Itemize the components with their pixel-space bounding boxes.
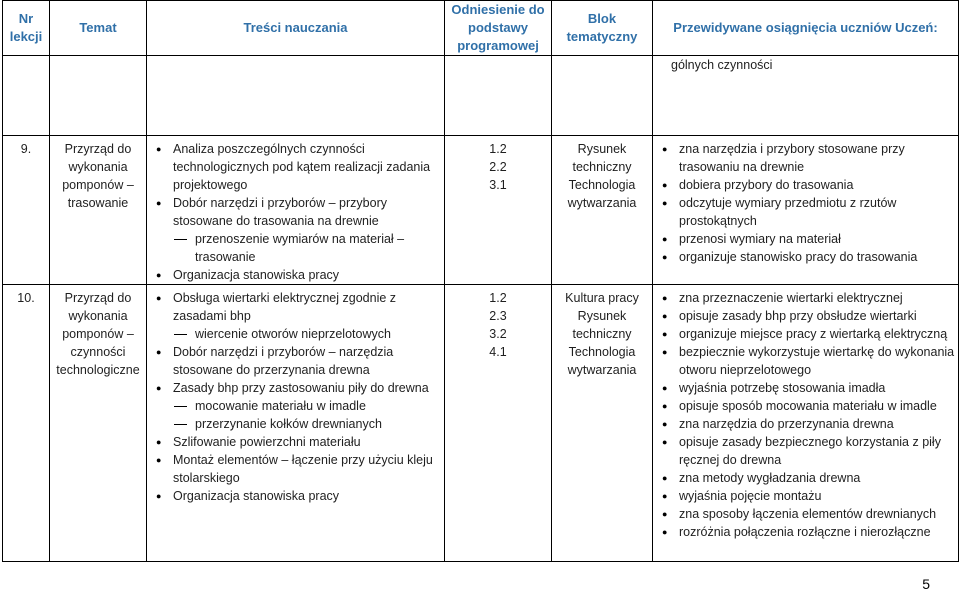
header-tresci: Treści nauczania (147, 1, 445, 56)
achievement-item: ● zna metody wygładzania drewna (653, 469, 958, 487)
blok-line: Technologia (568, 178, 636, 192)
row-tresci-list (147, 140, 444, 284)
achievement-item: ● rozróżnia połączenia rozłączne i nierozłączne (653, 523, 958, 541)
odniesienie-line: 1.2 (489, 291, 507, 305)
page-number: 5 (922, 576, 930, 592)
blok-line: wytwarzania (567, 363, 637, 377)
content-item: ● Organizacja stanowiska pracy (147, 266, 444, 284)
content-item: ● Analiza poszczególnych czynności technologicznych pod kątem realizacji zadania projektowego (147, 140, 444, 194)
achievement-item: ● odczytuje wymiary przedmiotu z rzutów prostokątnych (653, 194, 958, 230)
achievement-item: ● bezpiecznie wykorzystuje wiertarkę do wykonania otworu nieprzelotowego (653, 343, 958, 379)
blok-line: Technologia (568, 345, 636, 359)
content-item: ● Szlifowanie powierzchni materiału (147, 433, 444, 451)
blok-line: Rysunek (577, 309, 627, 323)
achievement-item: ● dobiera przybory do trasowania (653, 176, 958, 194)
header-row (3, 1, 959, 56)
sub-item: mocowanie materiału w imadle (147, 397, 444, 415)
row-odniesienie (445, 285, 552, 562)
blok-line: Rysunek (577, 142, 627, 156)
header-odniesienie: Odniesienie do podstawy programowej (445, 1, 552, 56)
sub-item: przerzynanie kołków drewnianych (147, 415, 444, 433)
content-item: ● Dobór narzędzi i przyborów – przybory stosowane do trasowania na drewnie (147, 194, 444, 230)
content-item: ● Dobór narzędzi i przyborów – narzędzia stosowane do przerzynania drewna (147, 343, 444, 379)
achievement-item: ● organizuje miejsce pracy z wiertarką elektryczną (653, 325, 958, 343)
content-item: ● Organizacja stanowiska pracy (147, 487, 444, 505)
odniesienie-line: 3.2 (489, 327, 507, 341)
odniesienie-line: 4.1 (489, 345, 507, 359)
sub-item: przenoszenie wymiarów na materiał – trasowanie (147, 230, 444, 266)
header-osiagniecia: Przewidywane osiągnięcia uczniów Uczeń: (653, 1, 959, 56)
blok-line: wytwarzania (567, 196, 637, 210)
achievement-item: ● wyjaśnia potrzebę stosowania imadła (653, 379, 958, 397)
achievement-item: ● organizuje stanowisko pracy do trasowania (653, 248, 958, 266)
row-temat: Przyrząd do wykonania pomponów – trasowanie (50, 136, 147, 285)
header-blok: Blok tematyczny (552, 1, 653, 56)
table-row (3, 285, 959, 562)
row-nr: 9. (3, 136, 50, 285)
row-nr: 10. (3, 285, 50, 562)
table-row (3, 136, 959, 285)
row-blok (552, 285, 653, 562)
continued-text: gólnych czynności (653, 56, 959, 136)
odniesienie-line: 2.3 (489, 309, 507, 323)
header-temat: Temat (50, 1, 147, 56)
row-odniesienie (445, 136, 552, 285)
blok-line: Kultura pracy (565, 291, 639, 305)
odniesienie-line: 2.2 (489, 160, 507, 174)
achievement-item: ● zna sposoby łączenia elementów drewnianych (653, 505, 958, 523)
content-item: ● Obsługa wiertarki elektrycznej zgodnie z zasadami bhp (147, 289, 444, 325)
achievement-item: ● zna przeznaczenie wiertarki elektrycznej (653, 289, 958, 307)
row-blok (552, 136, 653, 285)
achievement-item: ● opisuje zasady bhp przy obsłudze wiertarki (653, 307, 958, 325)
curriculum-table (2, 0, 959, 562)
odniesienie-line: 3.1 (489, 178, 507, 192)
blok-line: techniczny (572, 160, 632, 174)
row-tresci-list (147, 289, 444, 505)
sub-item: wiercenie otworów nieprzelotowych (147, 325, 444, 343)
achievement-item: ● zna narzędzia do przerzynania drewna (653, 415, 958, 433)
content-item: ● Montaż elementów – łączenie przy użyciu kleju stolarskiego (147, 451, 444, 487)
header-nr: Nr lekcji (3, 1, 50, 56)
achievement-item: ● opisuje sposób mocowania materiału w imadle (653, 397, 958, 415)
blok-line: techniczny (572, 327, 632, 341)
achievement-item: ● wyjaśnia pojęcie montażu (653, 487, 958, 505)
row-osiagniecia-list (653, 140, 958, 266)
achievement-item: ● przenosi wymiary na materiał (653, 230, 958, 248)
achievement-item: ● opisuje zasady bezpiecznego korzystania z piły ręcznej do drewna (653, 433, 958, 469)
content-item: ● Zasady bhp przy zastosowaniu piły do drewna (147, 379, 444, 397)
odniesienie-line: 1.2 (489, 142, 507, 156)
continuation-row (3, 56, 959, 136)
achievement-item: ● zna narzędzia i przybory stosowane przy trasowaniu na drewnie (653, 140, 958, 176)
row-osiagniecia-list (653, 289, 958, 541)
row-temat: Przyrząd do wykonania pomponów – czynności technologiczne (50, 285, 147, 562)
